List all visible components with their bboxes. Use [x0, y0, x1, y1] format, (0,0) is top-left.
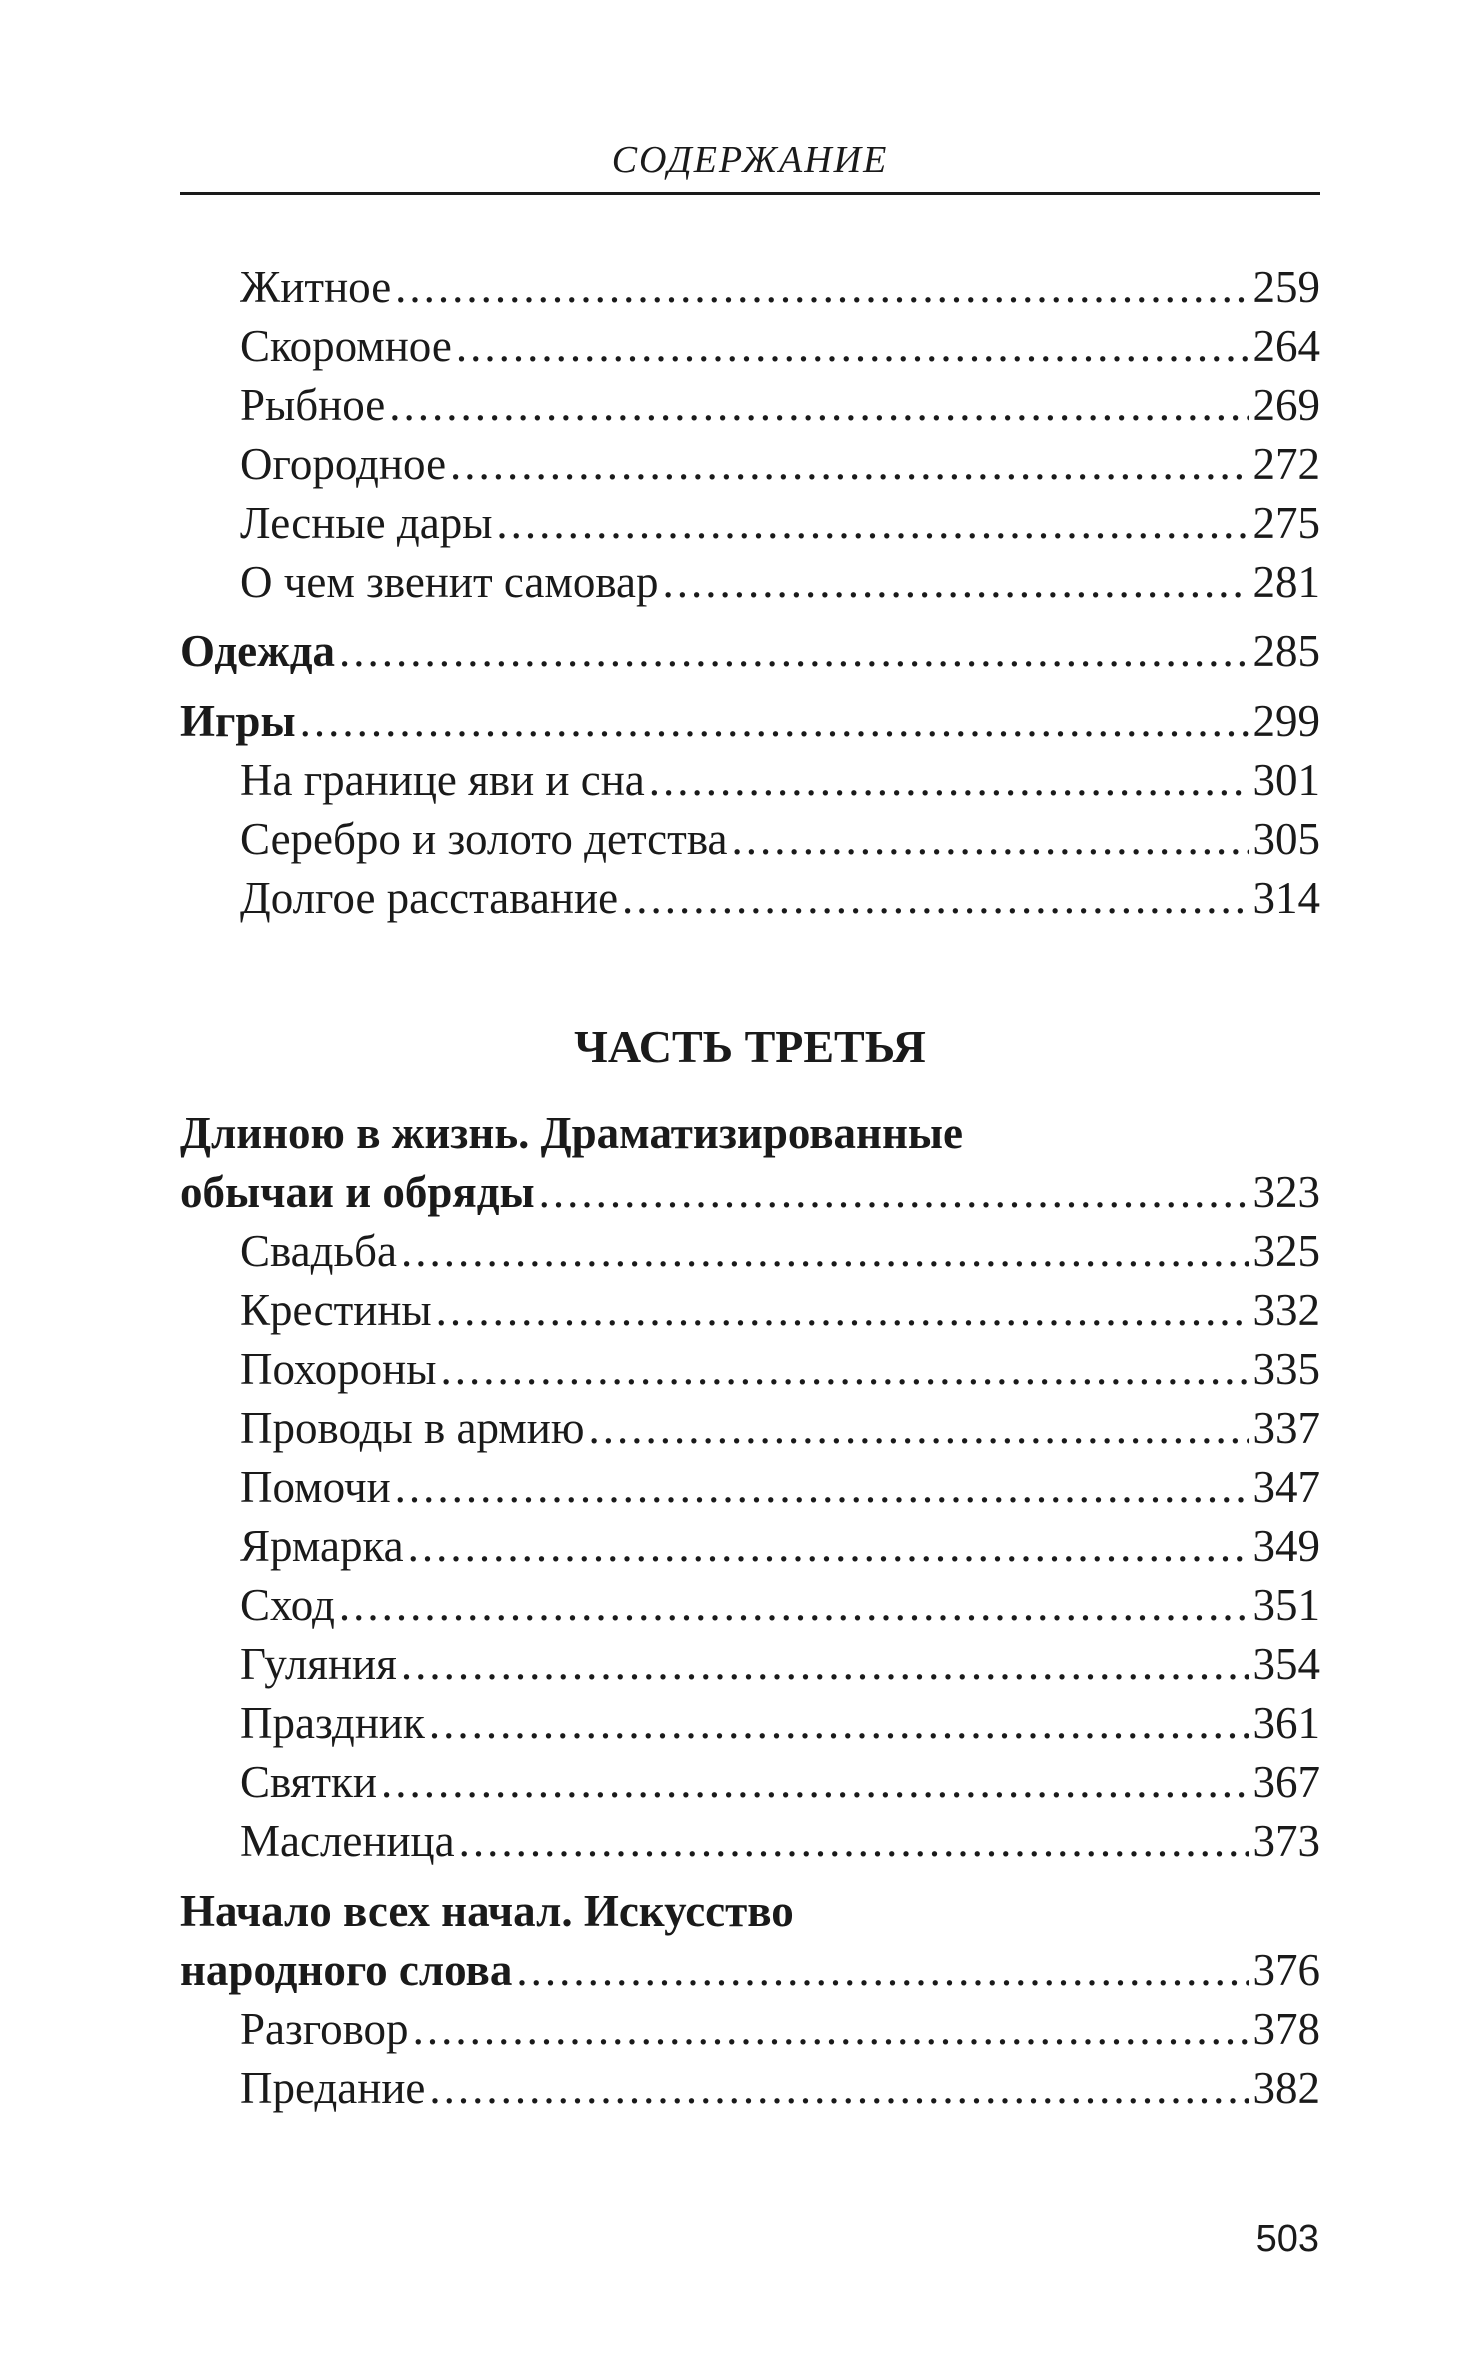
- dot-leader: [496, 494, 1248, 552]
- toc-entry-page: 347: [1252, 1462, 1320, 1512]
- toc-entry-page: 361: [1252, 1698, 1320, 1748]
- toc-entry-label: О чем звенит самовар: [240, 557, 659, 607]
- toc-entry-page: 378: [1252, 2004, 1320, 2054]
- toc-entry-page: 281: [1252, 557, 1320, 607]
- toc-entry: [240, 1222, 1320, 1280]
- running-header: СОДЕРЖАНИЕ: [611, 139, 889, 181]
- toc-entry-label: Гуляния: [240, 1639, 397, 1689]
- dot-leader: [731, 810, 1248, 868]
- toc-entry-label: Похороны: [240, 1344, 437, 1394]
- toc-entry: [240, 494, 1320, 552]
- toc-section-title-line1: Длиною в жизнь. Драматизированные: [180, 1108, 963, 1158]
- dot-leader: [408, 1517, 1249, 1575]
- toc-section-label: народного слова: [180, 1945, 513, 1995]
- toc-entry-page: 367: [1252, 1757, 1320, 1807]
- dot-leader: [456, 317, 1249, 375]
- toc-entry: [240, 2059, 1320, 2117]
- dot-leader: [459, 1812, 1249, 1870]
- toc-entry-page: 337: [1252, 1403, 1320, 1453]
- toc-entry-label: Помочи: [240, 1462, 391, 1512]
- toc-section: [180, 1163, 1320, 1221]
- toc-section: [180, 692, 1320, 750]
- part-title: ЧАСТЬ ТРЕТЬЯ: [574, 1021, 926, 1072]
- toc-entry-page: 275: [1252, 498, 1320, 548]
- toc-section-page: 376: [1252, 1945, 1320, 1995]
- toc-entry-label: Сход: [240, 1580, 335, 1630]
- toc-entry: [240, 1399, 1320, 1457]
- dot-leader: [401, 1635, 1249, 1693]
- toc-entry-label: Крестины: [240, 1285, 432, 1335]
- toc-entry: [240, 258, 1320, 316]
- toc-entry-label: Скоромное: [240, 321, 452, 371]
- toc-entry: [240, 317, 1320, 375]
- toc-entry-page: 349: [1252, 1521, 1320, 1571]
- dot-leader: [395, 1458, 1249, 1516]
- dot-leader: [539, 1163, 1249, 1221]
- toc-section-page: 299: [1252, 696, 1320, 746]
- toc-entry-page: 259: [1252, 262, 1320, 312]
- toc-entry: [240, 1281, 1320, 1339]
- dot-leader: [429, 1694, 1249, 1752]
- dot-leader: [395, 258, 1248, 316]
- dot-leader: [381, 1753, 1249, 1811]
- toc-entry: [240, 810, 1320, 868]
- toc-entry-label: Огородное: [240, 439, 447, 489]
- toc-entry-label: Разговор: [240, 2004, 409, 2054]
- dot-leader: [429, 2059, 1248, 2117]
- header-rule: [180, 192, 1320, 195]
- toc-section-label: обычаи и обряды: [180, 1167, 535, 1217]
- toc-entry-page: 332: [1252, 1285, 1320, 1335]
- toc-entry-label: Святки: [240, 1757, 377, 1807]
- toc-entry-page: 351: [1252, 1580, 1320, 1630]
- toc-entry: [240, 1753, 1320, 1811]
- toc-entry-page: 325: [1252, 1226, 1320, 1276]
- dot-leader: [450, 435, 1248, 493]
- toc-entry-label: На границе яви и сна: [240, 755, 645, 805]
- toc-entry: [240, 1576, 1320, 1634]
- toc-entry-label: Житное: [240, 262, 392, 312]
- toc-entry-label: Свадьба: [240, 1226, 397, 1276]
- dot-leader: [339, 1576, 1249, 1634]
- toc-entry: [240, 1517, 1320, 1575]
- toc-entry-page: 301: [1252, 755, 1320, 805]
- toc-entry-label: Серебро и золото детства: [240, 814, 728, 864]
- toc-entry: [240, 435, 1320, 493]
- toc-entry-label: Проводы в армию: [240, 1403, 585, 1453]
- page-number: 503: [1255, 2218, 1319, 2260]
- toc-entry: [240, 1458, 1320, 1516]
- toc-entry: [240, 1812, 1320, 1870]
- toc-entry-label: Рыбное: [240, 380, 386, 430]
- toc-entry-page: 305: [1252, 814, 1320, 864]
- toc-entry-page: 272: [1252, 439, 1320, 489]
- toc-section-label: Игры: [180, 696, 296, 746]
- toc-entry-page: 264: [1252, 321, 1320, 371]
- toc-entry-label: Лесные дары: [240, 498, 493, 548]
- toc-section: [180, 622, 1320, 680]
- toc-entry: [240, 1635, 1320, 1693]
- toc-entry: [240, 1694, 1320, 1752]
- dot-leader: [516, 1941, 1248, 1999]
- dot-leader: [436, 1281, 1249, 1339]
- toc-entry: [240, 553, 1320, 611]
- dot-leader: [622, 869, 1248, 927]
- toc-entry: [240, 869, 1320, 927]
- toc-section-page: 323: [1252, 1167, 1320, 1217]
- toc-entry-page: 269: [1252, 380, 1320, 430]
- dot-leader: [413, 2000, 1249, 2058]
- toc-entry-page: 335: [1252, 1344, 1320, 1394]
- dot-leader: [663, 553, 1249, 611]
- toc-entry-page: 354: [1252, 1639, 1320, 1689]
- toc-entry-label: Ярмарка: [240, 1521, 404, 1571]
- dot-leader: [389, 376, 1248, 434]
- toc-entry-page: 314: [1252, 873, 1320, 923]
- toc-entry: [240, 2000, 1320, 2058]
- toc-entry-label: Долгое расставание: [240, 873, 619, 923]
- toc-entry: [240, 751, 1320, 809]
- dot-leader: [589, 1399, 1249, 1457]
- toc-section-label: Одежда: [180, 626, 336, 676]
- toc-entry-label: Масленица: [240, 1816, 455, 1866]
- dot-leader: [649, 751, 1249, 809]
- dot-leader: [401, 1222, 1249, 1280]
- toc-section: [180, 1941, 1320, 1999]
- dot-leader: [300, 692, 1249, 750]
- dot-leader: [440, 1340, 1248, 1398]
- toc-entry-label: Предание: [240, 2063, 426, 2113]
- toc-entry-label: Праздник: [240, 1698, 425, 1748]
- toc-entry-page: 373: [1252, 1816, 1320, 1866]
- toc-section-page: 285: [1252, 626, 1320, 676]
- toc-entry: [240, 376, 1320, 434]
- dot-leader: [339, 622, 1248, 680]
- toc-entry-page: 382: [1252, 2063, 1320, 2113]
- toc-section-title-line1: Начало всех начал. Искусство: [180, 1886, 794, 1936]
- toc-entry: [240, 1340, 1320, 1398]
